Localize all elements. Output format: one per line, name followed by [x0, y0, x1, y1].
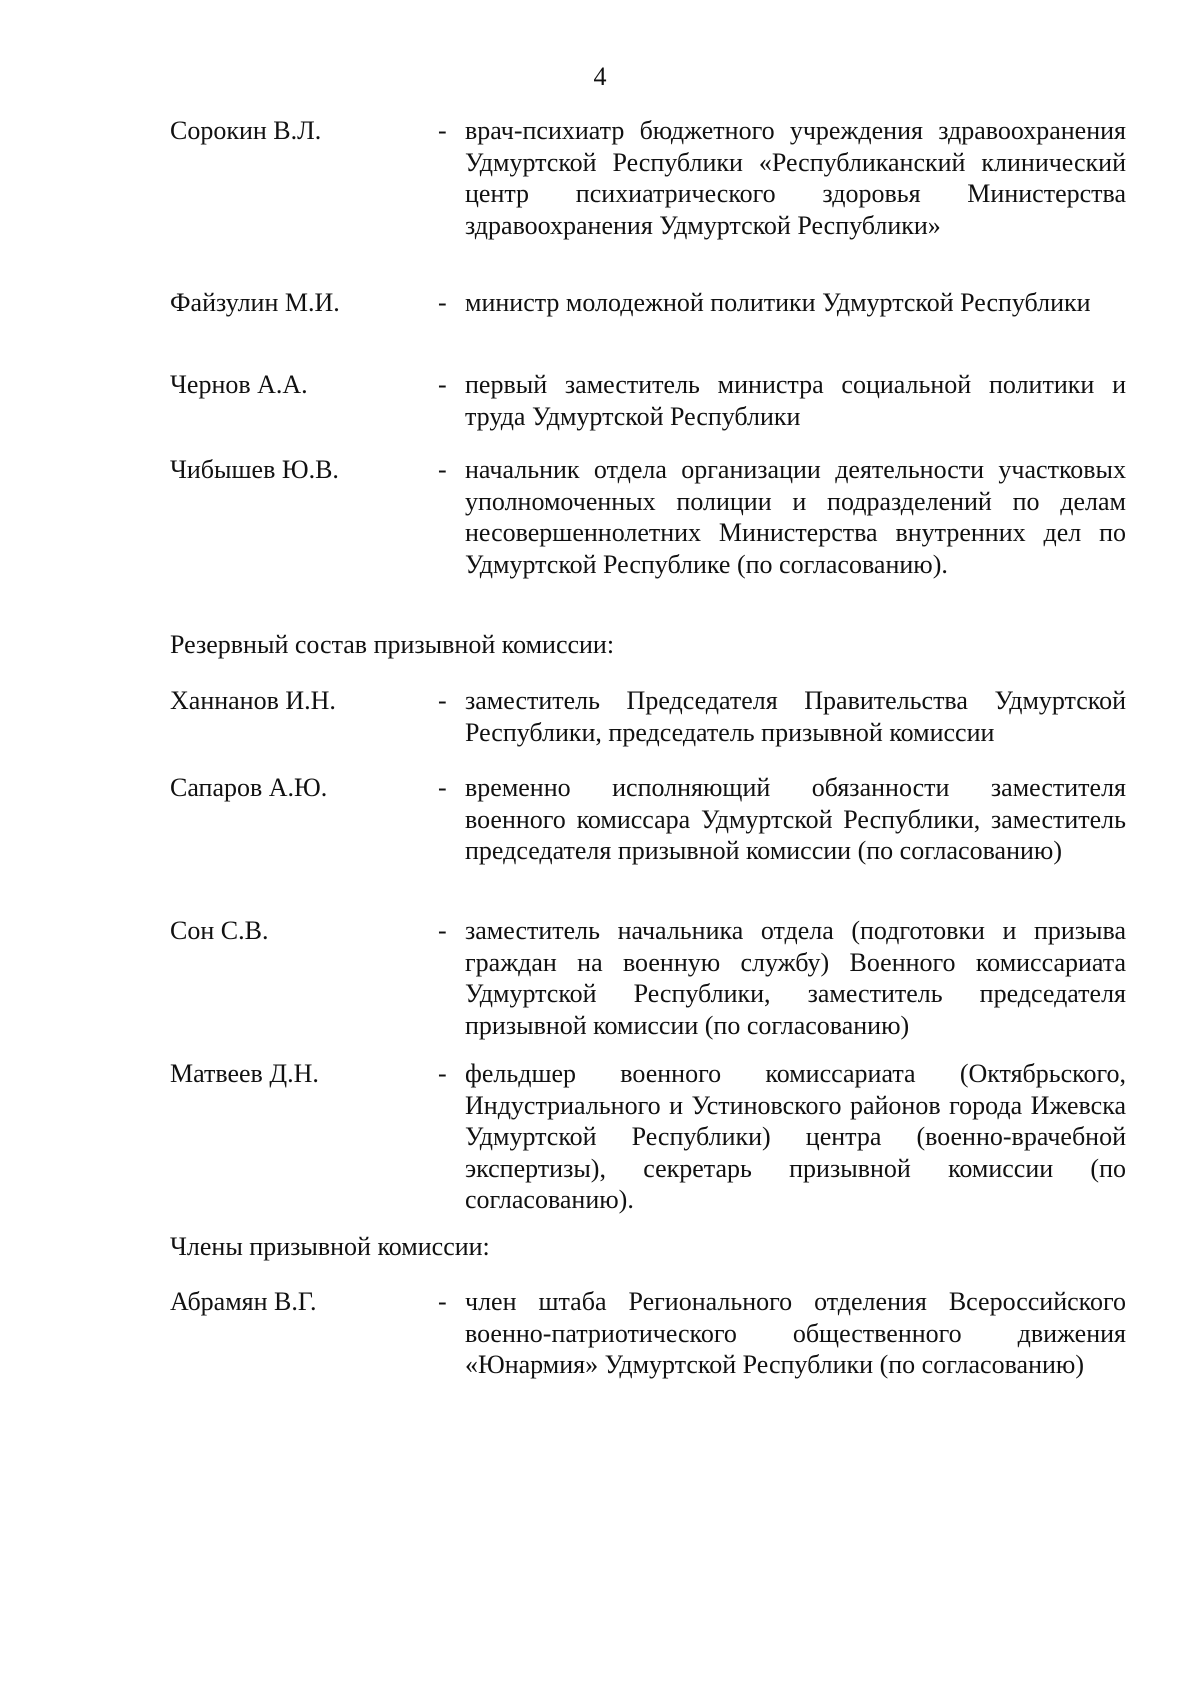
member-description: заместитель начальника отдела (подготовки и призыва граждан на военную службу) Военного комиссариата Удмуртской Республики, заместитель председателя призывной комиссии (по согласованию) — [465, 916, 1126, 1040]
member-description: начальник отдела организации деятельности участковых уполномоченных полиции и подразделений по делам несовершеннолетних Министерства внутренних дел по Удмуртской Республике (по согласованию). — [465, 455, 1126, 579]
member-name: Матвеев Д.Н. — [170, 1059, 319, 1088]
members-heading: Члены призывной комиссии: — [170, 1232, 490, 1261]
page-number: 4 — [593, 62, 607, 91]
member-name: Сон С.В. — [170, 916, 269, 945]
dash: - — [438, 773, 447, 802]
member-entry-chibyshev — [170, 454, 1150, 580]
member-description: фельдшер военного комиссариата (Октябрьского, Индустриального и Устиновского районов города Ижевска Удмуртской Республики) центра (военно-врачебной экспертизы), секретарь призывной комиссии (по согласованию). — [465, 1059, 1126, 1214]
member-entry-faizulin — [170, 287, 1150, 319]
dash: - — [438, 1059, 447, 1088]
reserve-entry-saparov — [170, 772, 1150, 867]
member-name: Чернов А.А. — [170, 370, 308, 399]
reserve-entry-matveev — [170, 1058, 1150, 1216]
member-name: Ханнанов И.Н. — [170, 686, 336, 715]
member-entry-sorokin — [170, 115, 1150, 241]
member-description: врач-психиатр бюджетного учреждения здравоохранения Удмуртской Республики «Республиканский клинический центр психиатрического здоровья Министерства здравоохранения Удмуртской Республики» — [465, 116, 1126, 240]
reserve-entry-son — [170, 915, 1150, 1041]
dash: - — [438, 1287, 447, 1316]
dash: - — [438, 370, 447, 399]
member-name: Сапаров А.Ю. — [170, 773, 328, 802]
member-description: первый заместитель министра социальной политики и труда Удмуртской Республики — [465, 370, 1126, 431]
dash: - — [438, 116, 447, 145]
reserve-entry-khannanov — [170, 685, 1150, 748]
member-description: министр молодежной политики Удмуртской Республики — [465, 288, 1091, 317]
member-description: член штаба Регионального отделения Всероссийского военно-патриотического общественного движения «Юнармия» Удмуртской Республики (по согласованию) — [465, 1287, 1126, 1379]
dash: - — [438, 455, 447, 484]
member-description: заместитель Председателя Правительства Удмуртской Республики, председатель призывной комиссии — [465, 686, 1126, 747]
dash: - — [438, 916, 447, 945]
reserve-heading: Резервный состав призывной комиссии: — [170, 630, 615, 659]
member-name: Абрамян В.Г. — [170, 1287, 317, 1316]
member-name: Файзулин М.И. — [170, 288, 340, 317]
dash: - — [438, 288, 447, 317]
dash: - — [438, 686, 447, 715]
member-name: Сорокин В.Л. — [170, 116, 322, 145]
member-entry-chernov — [170, 369, 1150, 432]
member-name: Чибышев Ю.В. — [170, 455, 339, 484]
member-entry-abramyan — [170, 1286, 1150, 1381]
member-description: временно исполняющий обязанности заместителя военного комиссара Удмуртской Республики, заместитель председателя призывной комиссии (по согласованию) — [465, 773, 1126, 865]
